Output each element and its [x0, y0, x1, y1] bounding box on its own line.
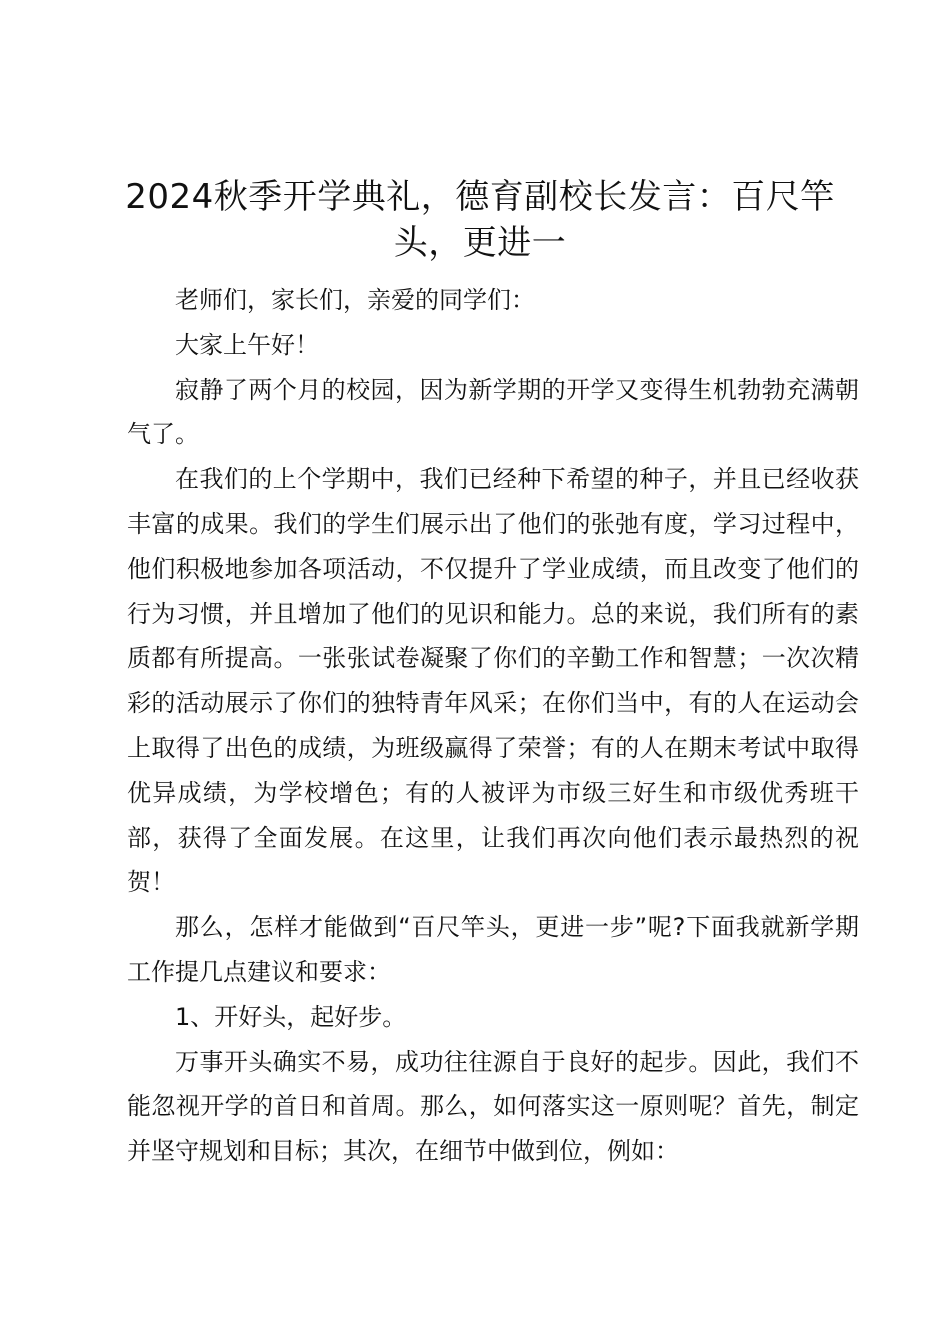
paragraph-point-one-heading: 1、开好头，起好步。 — [175, 1002, 407, 1031]
paragraph-campus: 寂静了两个月的校园，因为新学期的开学又变得生机勃勃充满朝气了。 — [127, 375, 859, 449]
paragraph-achievements: 在我们的上个学期中，我们已经种下希望的种子，并且已经收获丰富的成果。我们的学生们展示出了他们的张弛有度，学习过程中，他们积极地参加各项活动，不仅提升了学业成绩，而且改变了他们的行为习惯，并且增加了他们的见识和能力。总的来说，我们所有的素质都有所提高。一张张试卷凝聚了你们的辛勤工作和智慧；一次次精彩的活动展示了你们的独特青年风采；在你们当中，有的人在运动会上取得了出色的成绩，为班级赢得了荣誉；有的人在期末考试中取得优异成绩，为学校增色；有的人被评为市级三好生和市级优秀班干部，获得了全面发展。在这里，让我们再次向他们表示最热烈的祝贺！ — [127, 465, 859, 897]
paragraph-greeting: 大家上午好！ — [175, 330, 319, 359]
paragraph-salutation: 老师们，家长们，亲爱的同学们： — [175, 286, 535, 314]
document-title: 2024秋季开学典礼，德育副校长发言：百尺竿头，更进一 — [125, 177, 835, 263]
paragraph-point-one-body: 万事开头确实不易，成功往往源自于良好的起步。因此，我们不能忽视开学的首日和首周。那么，如何落实这一原则呢？首先，制定并坚守规划和目标；其次，在细节中做到位，例如： — [127, 1047, 859, 1166]
document-body — [127, 278, 859, 1174]
paragraph-transition: 那么，怎样才能做到“百尺竿头，更进一步”呢?下面我就新学期工作提几点建议和要求： — [127, 913, 859, 986]
